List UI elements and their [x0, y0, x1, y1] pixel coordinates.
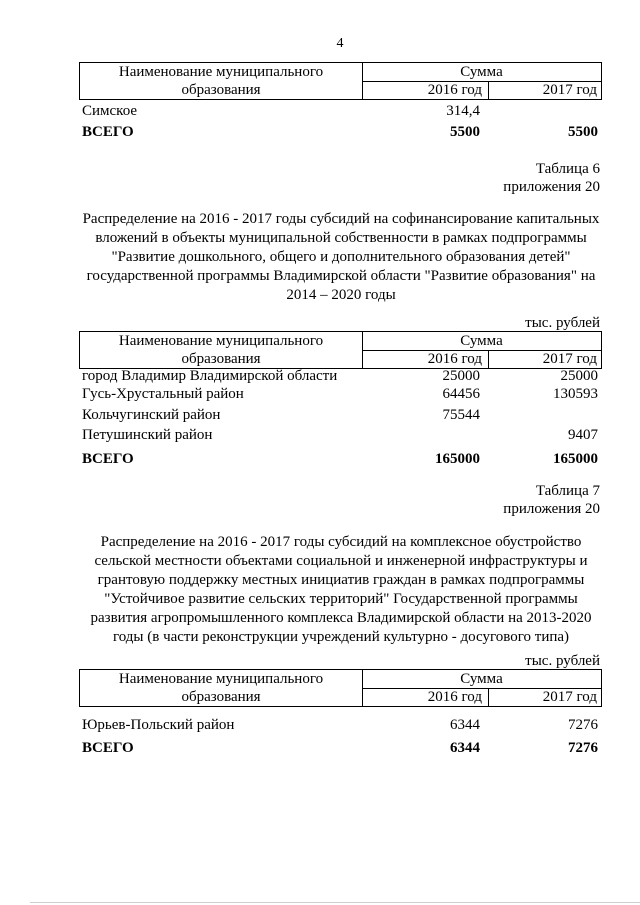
row-value-2017: 25000 [560, 368, 598, 384]
row-value-2016: 25000 [442, 368, 480, 384]
total-label: ВСЕГО [82, 124, 134, 140]
table7-label [503, 482, 600, 518]
row-value-2016: 6344 [450, 717, 480, 733]
total-label: ВСЕГО [82, 740, 134, 756]
table7-units: тыс. рублей [525, 653, 600, 669]
header-year-2017: 2017 год [542, 82, 597, 98]
total-2016: 5500 [450, 124, 480, 140]
total-2017: 7276 [568, 740, 598, 756]
header-name-line2: образования [181, 689, 261, 705]
header-sum: Сумма [460, 64, 503, 80]
header-name-line2: образования [181, 82, 261, 98]
total-2016: 6344 [450, 740, 480, 756]
table6-label [503, 160, 600, 196]
table7-label-line1: Таблица 7 [535, 483, 600, 499]
header-name-line1: Наименование муниципального [118, 671, 324, 687]
row-value-2016: 75544 [442, 407, 480, 423]
row-name: город Владимир Владимирской области [82, 368, 338, 384]
row-value-2017: 7276 [568, 717, 598, 733]
table6-label-line2: приложения 20 [503, 179, 600, 195]
total-label: ВСЕГО [82, 451, 134, 467]
header-sum: Сумма [460, 333, 503, 349]
row-name: Гусь-Хрустальный район [82, 386, 244, 402]
page-number: 4 [336, 36, 344, 51]
header-year-2016: 2016 год [427, 351, 482, 367]
header-year-2016: 2016 год [427, 82, 482, 98]
row-name: Петушинский район [82, 427, 213, 443]
row-value-2016: 64456 [442, 386, 480, 402]
table7-header [79, 669, 602, 707]
header-name-line1: Наименование муниципального [118, 333, 324, 349]
table7-label-line2: приложения 20 [503, 501, 600, 517]
row-name: Юрьев-Польский район [82, 717, 235, 733]
header-year-2017: 2017 год [542, 351, 597, 367]
row-name: Кольчугинский район [82, 407, 221, 423]
row-value-2017: 130593 [553, 386, 598, 402]
header-year-2017: 2017 год [542, 689, 597, 705]
table6-label-line1: Таблица 6 [535, 161, 600, 177]
total-2017: 165000 [553, 451, 598, 467]
total-2016: 165000 [435, 451, 480, 467]
header-year-2016: 2016 год [427, 689, 482, 705]
table6-header [79, 331, 602, 369]
table6-caption: Распределение на 2016 - 2017 годы субсидий на софинансирование капитальных вложений в объекты муниципальной собственности в рамках подпрограммы "Развитие дошкольного, общего и дополнительного образования детей" государственной программы Владимирской области "Развитие образования" на 2014 – 2020 годы [82, 211, 600, 303]
table5-header [79, 62, 602, 100]
table7-caption: Распределение на 2016 - 2017 годы субсидий на комплексное обустройство сельской местности объектами социальной и инженерной инфраструктуры и грантовую поддержку местных инициатив граждан в рамках подпрограммы "Устойчивое развитие сельских территорий" Государственной программы развития агропромышленного комплекса Владимирской области на 2013-2020 годы (в части реконструкции учреждений культурно - досугового типа) [90, 534, 592, 645]
table6-units: тыс. рублей [525, 315, 600, 331]
header-sum: Сумма [460, 671, 503, 687]
row-value-2016: 314,4 [446, 103, 480, 119]
header-name-line2: образования [181, 351, 261, 367]
header-name-line1: Наименование муниципального [118, 64, 324, 80]
row-name: Симское [82, 103, 138, 119]
total-2017: 5500 [568, 124, 598, 140]
row-value-2017: 9407 [568, 427, 598, 443]
scan-edge-line [30, 902, 640, 903]
